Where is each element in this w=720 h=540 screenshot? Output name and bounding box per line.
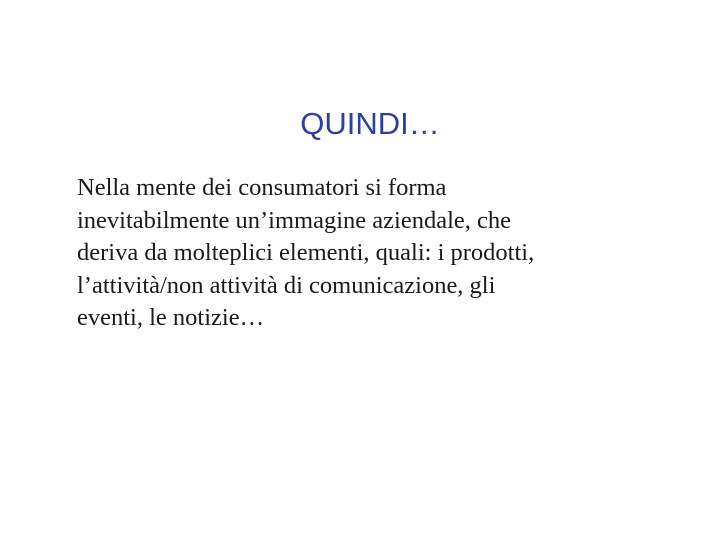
- body-line: l’attività/non attività di comunicazione, gli: [77, 271, 496, 299]
- slide-body-text: [77, 172, 677, 335]
- body-line: Nella mente dei consumatori si forma: [77, 174, 447, 201]
- slide-title: QUINDI…: [300, 106, 440, 141]
- body-line: deriva da molteplici elementi, quali: i prodotti,: [77, 239, 535, 266]
- body-line: inevitabilmente un’immagine aziendale, che: [77, 206, 512, 234]
- body-line: eventi, le notizie…: [77, 304, 265, 331]
